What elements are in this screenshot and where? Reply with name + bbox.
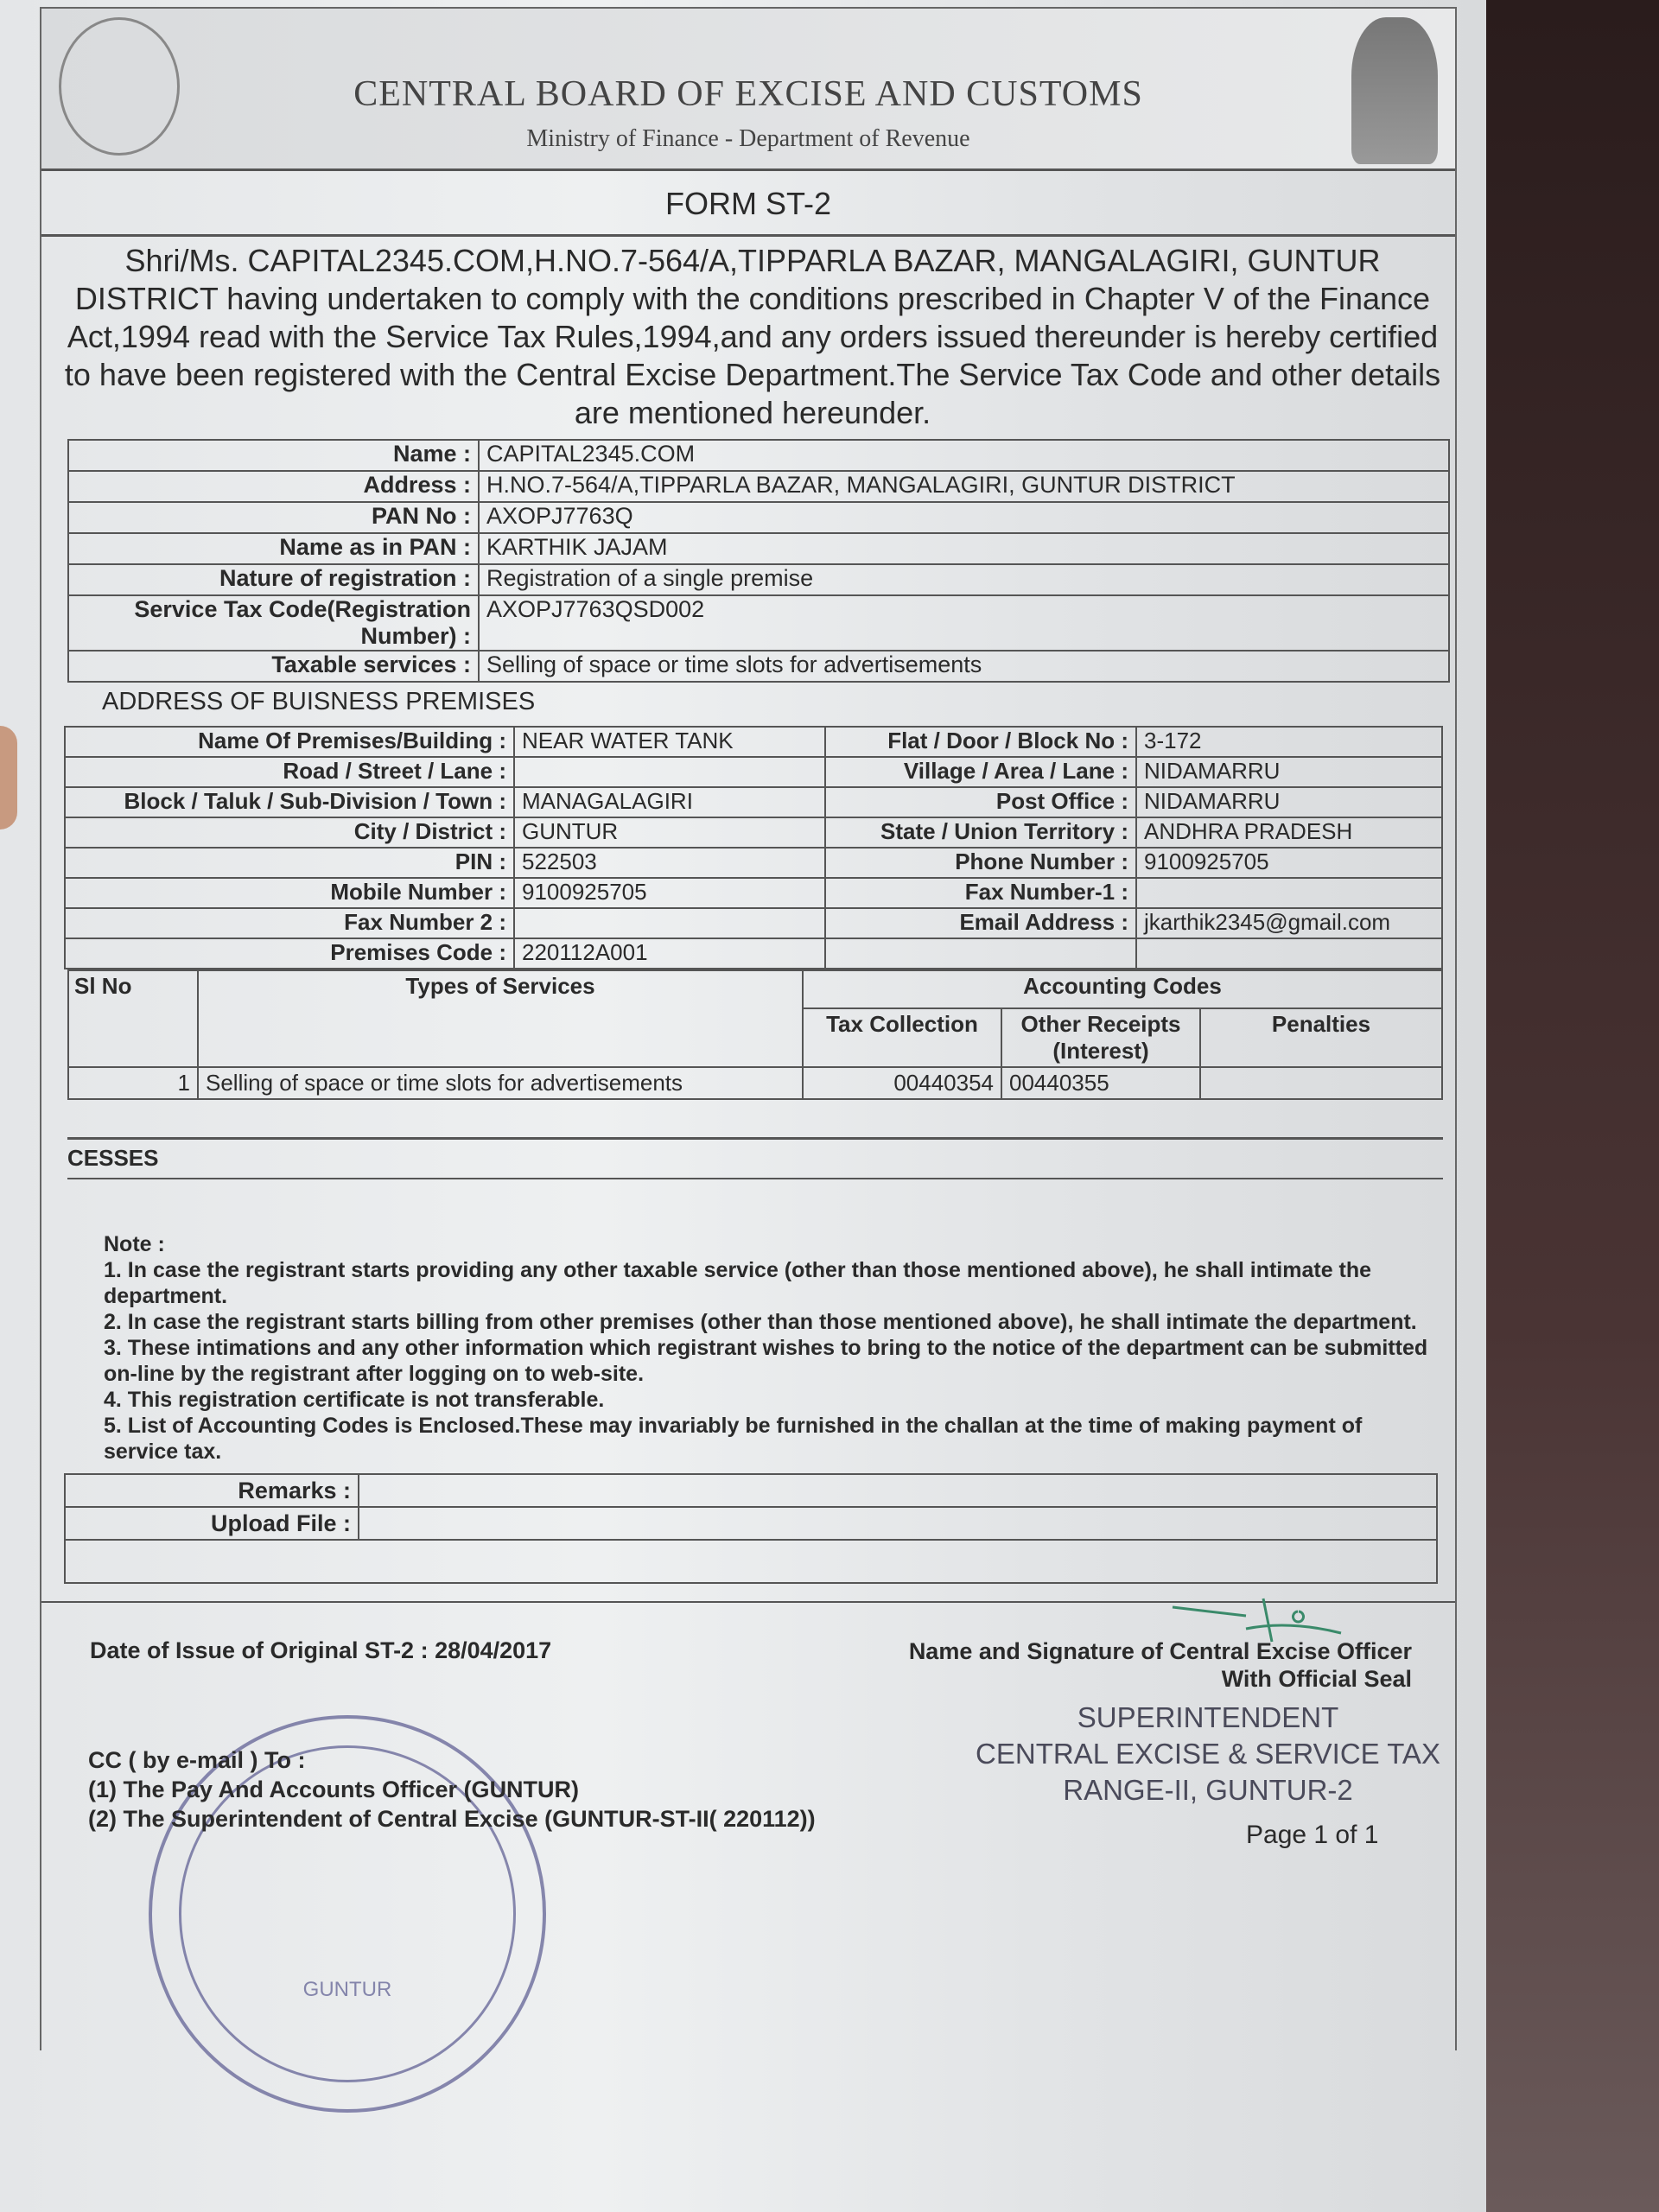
col-type: Types of Services — [198, 970, 803, 1067]
header — [41, 9, 1455, 171]
field-value: Registration of a single premise — [479, 564, 1449, 595]
issue-date: Date of Issue of Original ST-2 : 28/04/2017 — [90, 1637, 552, 1663]
field-value: AXOPJ7763Q — [479, 502, 1449, 533]
premises-value: NIDAMARRU — [1136, 787, 1442, 817]
premises-label: Village / Area / Lane : — [825, 757, 1136, 787]
premises-label: Fax Number 2 : — [65, 908, 514, 938]
page-number: Page 1 of 1 — [1246, 1821, 1379, 1849]
premises-row — [65, 848, 1442, 878]
cc-line2: (2) The Superintendent of Central Excise (GUNTUR-ST-II( 220112)) — [88, 1806, 816, 1832]
premises-value: 9100925705 — [514, 878, 825, 908]
field-label: Address : — [68, 471, 479, 502]
seal-line3: RANGE-II, GUNTUR-2 — [1063, 1774, 1353, 1806]
registration-fields — [67, 439, 1450, 683]
finger — [0, 726, 17, 830]
field-value: Selling of space or time slots for advertisements — [479, 651, 1449, 682]
empty-row — [65, 1540, 1437, 1583]
premises-row — [65, 817, 1442, 848]
cesses-heading: CESSES — [67, 1140, 1443, 1179]
premises-value: GUNTUR — [514, 817, 825, 848]
cell-penalties — [1200, 1067, 1442, 1099]
premises-value — [514, 757, 825, 787]
premises-label: Flat / Door / Block No : — [825, 727, 1136, 757]
premises-label: Fax Number-1 : — [825, 878, 1136, 908]
col-sl: Sl No — [68, 970, 198, 1067]
premises-label: Road / Street / Lane : — [65, 757, 514, 787]
premises-label: Mobile Number : — [65, 878, 514, 908]
premises-value: NEAR WATER TANK — [514, 727, 825, 757]
note-item: 5. List of Accounting Codes is Enclosed.These may invariably be furnished in the challan at the time of making payment of service tax. — [104, 1414, 1363, 1464]
form-frame — [40, 7, 1457, 2050]
seal-line1: SUPERINTENDENT — [1077, 1701, 1339, 1733]
notes — [104, 1231, 1434, 1465]
premises-label: Name Of Premises/Building : — [65, 727, 514, 757]
table-row — [68, 1067, 1442, 1099]
services-table — [67, 969, 1443, 1100]
remarks-value — [359, 1474, 1437, 1507]
field-label: Service Tax Code(Registration Number) : — [68, 595, 479, 651]
premises-label: PIN : — [65, 848, 514, 878]
premises-label: Phone Number : — [825, 848, 1136, 878]
field-row — [68, 595, 1449, 651]
premises-label: Post Office : — [825, 787, 1136, 817]
field-label: PAN No : — [68, 502, 479, 533]
note-item: 2. In case the registrant starts billing from other premises (other than those mentioned above), he shall intimate the department. — [104, 1310, 1417, 1334]
col-other: Other Receipts (Interest) — [1001, 1008, 1200, 1067]
certificate-text: Shri/Ms. CAPITAL2345.COM,H.NO.7-564/A,TIPPARLA BAZAR, MANGALAGIRI, GUNTUR DISTRICT having undertaken to comply with the conditions prescribed in Chapter V of the Finance Act,1994 read with the Service Tax Rules,1994,and any orders issued thereunder is hereby certified to have been registered with the Central Excise Department.The Service Tax Code and other details are mentioned hereunder. — [64, 243, 1441, 430]
field-label: Nature of registration : — [68, 564, 479, 595]
cc-line1: (1) The Pay And Accounts Officer (GUNTUR) — [88, 1777, 580, 1802]
premises-label: State / Union Territory : — [825, 817, 1136, 848]
premises-row — [65, 757, 1442, 787]
officer-seal — [957, 1700, 1459, 1808]
premises-label — [825, 938, 1136, 969]
remarks-label: Remarks : — [65, 1474, 359, 1507]
premises-row — [65, 938, 1442, 969]
field-row — [68, 502, 1449, 533]
field-value: CAPITAL2345.COM — [479, 440, 1449, 471]
field-value: KARTHIK JAJAM — [479, 533, 1449, 564]
field-label: Name : — [68, 440, 479, 471]
signature-block — [909, 1637, 1412, 1693]
premises-value: NIDAMARRU — [1136, 757, 1442, 787]
note-title: Note : — [104, 1232, 165, 1256]
seal-line2: CENTRAL EXCISE & SERVICE TAX — [976, 1738, 1440, 1770]
cc-title: CC ( by e-mail ) To : — [88, 1747, 306, 1773]
note-item: 4. This registration certificate is not transferable. — [104, 1388, 605, 1412]
cell-sl: 1 — [68, 1067, 198, 1099]
upload-label: Upload File : — [65, 1507, 359, 1540]
premises-row — [65, 787, 1442, 817]
signature-line2: With Official Seal — [1221, 1666, 1412, 1692]
premises-label: Email Address : — [825, 908, 1136, 938]
background — [1469, 0, 1659, 2212]
field-row — [68, 533, 1449, 564]
form-title: FORM ST-2 — [41, 171, 1455, 237]
premises-value: jkarthik2345@gmail.com — [1136, 908, 1442, 938]
premises-value — [514, 908, 825, 938]
ministry-subtitle: Ministry of Finance - Department of Revenue — [526, 125, 970, 152]
premises-value: MANAGALAGIRI — [514, 787, 825, 817]
premises-row — [65, 908, 1442, 938]
premises-table — [64, 726, 1443, 969]
premises-value — [1136, 878, 1442, 908]
stamp-text: GUNTUR — [302, 1978, 392, 2001]
field-row — [68, 564, 1449, 595]
premises-row — [65, 727, 1442, 757]
note-item: 3. These intimations and any other information which registrant wishes to bring to the notice of the department can be submitted on-line by the registrant after logging on to web-site. — [104, 1336, 1428, 1386]
premises-heading: ADDRESS OF BUISNESS PREMISES — [102, 688, 536, 715]
premises-value — [1136, 938, 1442, 969]
signature-line1: Name and Signature of Central Excise Officer — [908, 1638, 1412, 1664]
premises-value: 9100925705 — [1136, 848, 1442, 878]
premises-label: Premises Code : — [65, 938, 514, 969]
premises-value: ANDHRA PRADESH — [1136, 817, 1442, 848]
cell-other: 00440355 — [1001, 1067, 1200, 1099]
cell-tax: 00440354 — [803, 1067, 1001, 1099]
col-tax: Tax Collection — [803, 1008, 1001, 1067]
premises-row — [65, 878, 1442, 908]
field-value: AXOPJ7763QSD002 — [479, 595, 1449, 651]
divider — [67, 1100, 1443, 1140]
upload-value — [359, 1507, 1437, 1540]
premises-value: 220112A001 — [514, 938, 825, 969]
premises-value: 3-172 — [1136, 727, 1442, 757]
premises-value: 522503 — [514, 848, 825, 878]
footer-section — [41, 1601, 1455, 2050]
field-value: H.NO.7-564/A,TIPPARLA BAZAR, MANGALAGIRI, GUNTUR DISTRICT — [479, 471, 1449, 502]
field-row — [68, 651, 1449, 682]
remarks-table — [64, 1473, 1438, 1584]
note-item: 1. In case the registrant starts providing any other taxable service (other than those mentioned above), he shall intimate the department. — [104, 1258, 1372, 1308]
cc-block — [88, 1745, 816, 1834]
field-row — [68, 440, 1449, 471]
field-label: Name as in PAN : — [68, 533, 479, 564]
cell-type: Selling of space or time slots for advertisements — [198, 1067, 803, 1099]
premises-label: City / District : — [65, 817, 514, 848]
org-title: CENTRAL BOARD OF EXCISE AND CUSTOMS — [353, 74, 1143, 114]
field-row — [68, 471, 1449, 502]
col-penalties: Penalties — [1200, 1008, 1442, 1067]
col-codes: Accounting Codes — [803, 970, 1442, 1008]
premises-label: Block / Taluk / Sub-Division / Town : — [65, 787, 514, 817]
field-label: Taxable services : — [68, 651, 479, 682]
